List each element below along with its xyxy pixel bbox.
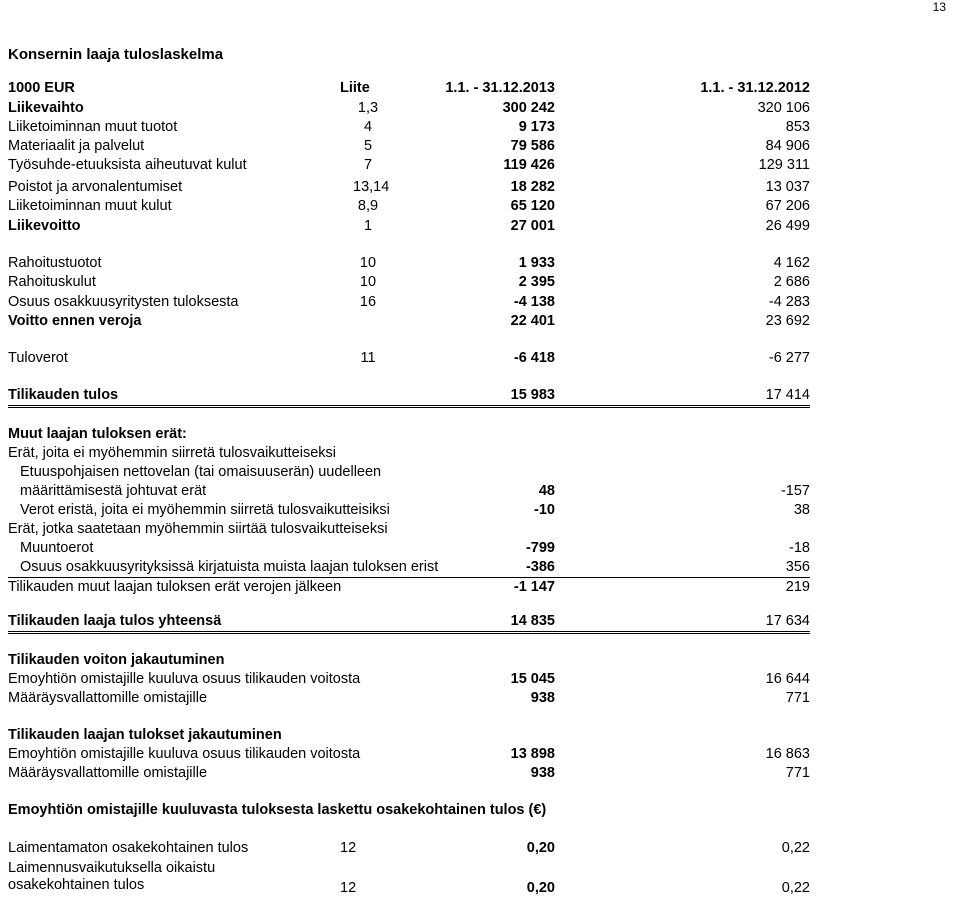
row-note: 12 bbox=[340, 840, 357, 856]
section-heading: Tilikauden laajan tulokset jakautuminen bbox=[8, 727, 282, 743]
row-value-2013: -10 bbox=[534, 502, 555, 518]
section-heading: Emoyhtiön omistajille kuuluvasta tuloksesta laskettu osakekohtainen tulos (€) bbox=[8, 802, 547, 818]
table-row bbox=[8, 463, 810, 482]
row-label: Tuloverot bbox=[8, 350, 68, 366]
row-value-2013: 79 586 bbox=[510, 138, 555, 154]
row-value-2012: 219 bbox=[785, 579, 810, 595]
row-label: Tilikauden muut laajan tuloksen erät verojen jälkeen bbox=[8, 579, 342, 595]
table-row bbox=[8, 137, 810, 156]
row-value-2012: -6 277 bbox=[768, 350, 810, 366]
table-row bbox=[8, 558, 810, 577]
row-label: Määräysvallattomille omistajille bbox=[8, 765, 208, 781]
row-value-2013: -1 147 bbox=[513, 579, 555, 595]
row-label: Työsuhde-etuuksista aiheutuvat kulut bbox=[8, 157, 247, 173]
row-label: Rahoitustuotot bbox=[8, 255, 102, 271]
page-title: Konsernin laaja tuloslaskelma bbox=[8, 46, 224, 63]
row-label: Määräysvallattomille omistajille bbox=[8, 690, 208, 706]
row-label: Etuuspohjaisen nettovelan (tai omaisuuserän) uudelleen bbox=[20, 464, 382, 480]
row-value-2012: 0,22 bbox=[781, 840, 810, 856]
row-value-2012: -18 bbox=[789, 540, 810, 556]
oci-heading bbox=[8, 425, 810, 444]
row-value-2013: 1 933 bbox=[518, 255, 555, 271]
table-row bbox=[8, 879, 810, 898]
table-row bbox=[8, 349, 810, 368]
table-row bbox=[8, 745, 810, 764]
row-label: Osuus osakkuusyrityksissä kirjatuista muista laajan tuloksen erist bbox=[20, 559, 439, 575]
row-value-2013: 938 bbox=[530, 765, 555, 781]
row-value-2012: 2 686 bbox=[773, 274, 810, 290]
row-value-2013: 13 898 bbox=[510, 746, 555, 762]
row-label: Emoyhtiön omistajille kuuluva osuus tilikauden voitosta bbox=[8, 746, 361, 762]
row-value-2012: 23 692 bbox=[765, 313, 810, 329]
row-value-2012: 0,22 bbox=[781, 880, 810, 896]
row-value-2012: 17 634 bbox=[765, 613, 810, 629]
table-row bbox=[8, 312, 810, 331]
row-value-2013: -6 418 bbox=[513, 350, 555, 366]
header-period-2013: 1.1. - 31.12.2013 bbox=[445, 80, 555, 96]
row-label: Laimennusvaikutuksella oikaistu bbox=[8, 860, 216, 876]
row-value-2013: 27 001 bbox=[510, 218, 555, 234]
row-label: Rahoituskulut bbox=[8, 274, 96, 290]
table-row bbox=[8, 501, 810, 520]
row-value-2013: 0,20 bbox=[526, 880, 555, 896]
header-unit: 1000 EUR bbox=[8, 80, 75, 96]
table-row bbox=[8, 217, 810, 236]
row-label: Tilikauden tulos bbox=[8, 387, 119, 403]
row-value-2012: 771 bbox=[785, 765, 810, 781]
row-value-2012: -157 bbox=[780, 483, 810, 499]
row-label: Materiaalit ja palvelut bbox=[8, 138, 145, 154]
row-note: 13,14 bbox=[353, 179, 390, 195]
table-row bbox=[8, 178, 810, 197]
row-value-2012: 771 bbox=[785, 690, 810, 706]
row-label: Liikevoitto bbox=[8, 218, 81, 234]
table-row bbox=[8, 612, 810, 631]
row-value-2013: -4 138 bbox=[513, 294, 555, 310]
row-note: 10 bbox=[359, 274, 377, 290]
row-value-2013: -386 bbox=[525, 559, 555, 575]
row-note: 8,9 bbox=[357, 198, 379, 214]
row-value-2012: 320 106 bbox=[757, 100, 810, 116]
double-underline bbox=[8, 631, 810, 634]
row-note: 4 bbox=[363, 119, 373, 135]
row-value-2012: -4 283 bbox=[768, 294, 810, 310]
row-label: Poistot ja arvonalentumiset bbox=[8, 179, 183, 195]
row-value-2013: 22 401 bbox=[510, 313, 555, 329]
table-row bbox=[8, 578, 810, 597]
table-row bbox=[8, 689, 810, 708]
row-label: Liiketoiminnan muut kulut bbox=[8, 198, 172, 214]
table-row bbox=[8, 386, 810, 405]
group-label: Erät, joita ei myöhemmin siirretä tulosvaikutteiseksi bbox=[8, 445, 336, 461]
allocation-heading bbox=[8, 651, 810, 670]
row-label: Liiketoiminnan muut tuotot bbox=[8, 119, 178, 135]
row-label: Muuntoerot bbox=[20, 540, 94, 556]
allocation-heading bbox=[8, 726, 810, 745]
header-period-2012: 1.1. - 31.12.2012 bbox=[700, 80, 810, 96]
row-value-2013: 2 395 bbox=[518, 274, 555, 290]
page-number: 13 bbox=[932, 0, 946, 14]
oci-group-heading bbox=[8, 520, 810, 539]
row-note: 1 bbox=[363, 218, 373, 234]
row-value-2013: 0,20 bbox=[526, 840, 555, 856]
oci-group-heading bbox=[8, 444, 810, 463]
section-heading: Tilikauden voiton jakautuminen bbox=[8, 652, 225, 668]
row-value-2012: 17 414 bbox=[765, 387, 810, 403]
group-label: Erät, jotka saatetaan myöhemmin siirtää tulosvaikutteiseksi bbox=[8, 521, 388, 537]
table-row bbox=[8, 670, 810, 689]
table-row bbox=[8, 197, 810, 216]
row-note: 11 bbox=[360, 350, 376, 366]
row-value-2013: 938 bbox=[530, 690, 555, 706]
row-value-2013: 14 835 bbox=[510, 613, 555, 629]
row-note: 10 bbox=[359, 255, 377, 271]
row-note: 12 bbox=[340, 880, 357, 896]
row-note: 16 bbox=[359, 294, 377, 310]
row-label: Voitto ennen veroja bbox=[8, 313, 142, 329]
table-row bbox=[8, 764, 810, 783]
row-label: Verot eristä, joita ei myöhemmin siirretä tulosvaikutteisiksi bbox=[20, 502, 390, 518]
row-label: Osuus osakkuusyritysten tuloksesta bbox=[8, 294, 239, 310]
row-value-2013: -799 bbox=[525, 540, 555, 556]
row-value-2013: 15 045 bbox=[510, 671, 555, 687]
section-heading: Muut laajan tuloksen erät: bbox=[8, 426, 187, 442]
row-value-2013: 65 120 bbox=[510, 198, 555, 214]
row-value-2012: 16 644 bbox=[765, 671, 810, 687]
row-value-2012: 853 bbox=[785, 119, 810, 135]
row-label: Laimentamaton osakekohtainen tulos bbox=[8, 840, 249, 856]
table-row bbox=[8, 539, 810, 558]
row-value-2012: 129 311 bbox=[758, 157, 810, 173]
table-row bbox=[8, 482, 810, 501]
row-label: osakekohtainen tulos bbox=[8, 877, 145, 893]
table-row bbox=[8, 839, 810, 858]
table-row bbox=[8, 156, 810, 175]
row-value-2013: 9 173 bbox=[518, 119, 555, 135]
eps-heading bbox=[8, 801, 810, 820]
row-value-2012: 26 499 bbox=[765, 218, 810, 234]
row-note: 1,3 bbox=[357, 100, 379, 116]
table-row bbox=[8, 254, 810, 273]
row-value-2012: 13 037 bbox=[765, 179, 810, 195]
row-value-2013: 18 282 bbox=[510, 179, 555, 195]
table-row bbox=[8, 118, 810, 137]
row-label: Liikevaihto bbox=[8, 100, 84, 116]
row-value-2013: 48 bbox=[538, 483, 555, 499]
table-row bbox=[8, 293, 810, 312]
row-label: Emoyhtiön omistajille kuuluva osuus tilikauden voitosta bbox=[8, 671, 361, 687]
table-row bbox=[8, 99, 810, 118]
row-value-2012: 16 863 bbox=[765, 746, 810, 762]
header-note: Liite bbox=[340, 80, 370, 96]
row-value-2012: 84 906 bbox=[765, 138, 810, 154]
row-value-2013: 300 242 bbox=[502, 100, 555, 116]
row-value-2012: 4 162 bbox=[773, 255, 810, 271]
row-value-2013: 119 426 bbox=[503, 157, 555, 173]
row-value-2012: 67 206 bbox=[765, 198, 810, 214]
table-row bbox=[8, 273, 810, 292]
row-value-2012: 356 bbox=[785, 559, 810, 575]
row-value-2013: 15 983 bbox=[510, 387, 555, 403]
double-underline bbox=[8, 405, 810, 408]
row-label: Tilikauden laaja tulos yhteensä bbox=[8, 613, 222, 629]
table-header bbox=[8, 79, 810, 98]
row-label: määrittämisestä johtuvat erät bbox=[20, 483, 207, 499]
row-note: 5 bbox=[363, 138, 373, 154]
row-value-2012: 38 bbox=[793, 502, 810, 518]
row-note: 7 bbox=[363, 157, 373, 173]
